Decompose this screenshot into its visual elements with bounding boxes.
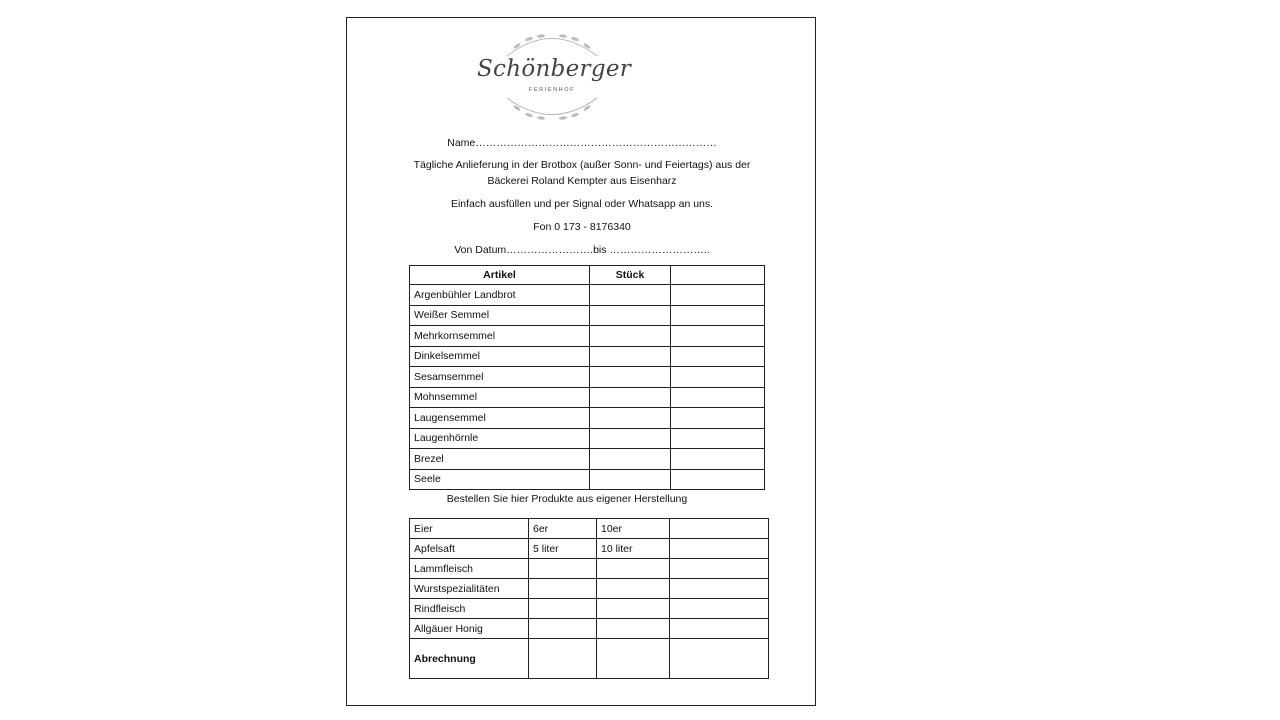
extra-cell[interactable] (671, 305, 765, 326)
article-name: Laugenhörnle (410, 428, 590, 449)
table-row (410, 408, 765, 429)
name-line: Name…………………………………………………………… (447, 137, 717, 149)
extra-cell[interactable] (671, 326, 765, 347)
total-row (410, 639, 769, 679)
table-row (410, 519, 769, 539)
option-2[interactable]: 10 liter (597, 539, 670, 559)
table-row (410, 449, 765, 470)
table-row (410, 285, 765, 306)
quantity-cell[interactable] (590, 387, 671, 408)
quantity-cell[interactable] (590, 305, 671, 326)
extra-cell[interactable] (671, 428, 765, 449)
extra-cell[interactable] (670, 599, 769, 619)
quantity-cell[interactable] (590, 469, 671, 490)
header-article: Artikel (410, 266, 590, 285)
table-row (410, 367, 765, 388)
table-row (410, 305, 765, 326)
article-name: Brezel (410, 449, 590, 470)
extra-cell[interactable] (671, 449, 765, 470)
product-name: Lammfleisch (410, 559, 529, 579)
header-quantity: Stück (590, 266, 671, 285)
option-1[interactable] (529, 559, 597, 579)
quantity-cell[interactable] (590, 285, 671, 306)
schoenberger-logo (477, 26, 632, 126)
instruction-text: Einfach ausfüllen und per Signal oder Whatsapp an uns. (450, 198, 714, 210)
option-1[interactable]: 5 liter (529, 539, 597, 559)
total-cell[interactable] (670, 639, 769, 679)
delivery-text-line-2: Bäckerei Roland Kempter aus Eisenharz (487, 175, 677, 187)
order-form-page (346, 17, 816, 706)
article-name: Dinkelsemmel (410, 346, 590, 367)
extra-cell[interactable] (670, 519, 769, 539)
option-2[interactable] (597, 579, 670, 599)
extra-cell[interactable] (670, 579, 769, 599)
article-name: Argenbühler Landbrot (410, 285, 590, 306)
product-name: Rindfleisch (410, 599, 529, 619)
header-empty (671, 266, 765, 285)
extra-cell[interactable] (670, 559, 769, 579)
table-row (410, 346, 765, 367)
option-2[interactable]: 10er (597, 519, 670, 539)
quantity-cell[interactable] (590, 449, 671, 470)
option-2[interactable] (597, 599, 670, 619)
article-name: Mehrkornsemmel (410, 326, 590, 347)
total-cell[interactable] (529, 639, 597, 679)
table-row (410, 469, 765, 490)
logo-subtitle: FERIENHOF (528, 87, 576, 93)
article-name: Mohnsemmel (410, 387, 590, 408)
quantity-cell[interactable] (590, 408, 671, 429)
extra-cell[interactable] (671, 469, 765, 490)
table-row (410, 619, 769, 639)
table-row (410, 539, 769, 559)
article-name: Laugensemmel (410, 408, 590, 429)
table-row (410, 599, 769, 619)
option-1[interactable] (529, 579, 597, 599)
table-header-row (410, 266, 765, 285)
extra-cell[interactable] (671, 367, 765, 388)
extra-cell[interactable] (671, 346, 765, 367)
quantity-cell[interactable] (590, 326, 671, 347)
date-range-line: Von Datum…………………….bis ……………………….. (454, 244, 710, 256)
extra-cell[interactable] (671, 408, 765, 429)
product-name: Eier (410, 519, 529, 539)
product-name: Allgäuer Honig (410, 619, 529, 639)
article-name: Weißer Semmel (410, 305, 590, 326)
table-row (410, 559, 769, 579)
extra-cell[interactable] (670, 619, 769, 639)
bread-order-table (409, 265, 765, 490)
quantity-cell[interactable] (590, 367, 671, 388)
total-cell[interactable] (597, 639, 670, 679)
delivery-text-line-1: Tägliche Anlieferung in der Brotbox (außer Sonn- und Feiertags) aus der (413, 159, 751, 171)
table-row (410, 387, 765, 408)
table-row (410, 428, 765, 449)
option-2[interactable] (597, 559, 670, 579)
option-1[interactable] (529, 599, 597, 619)
option-1[interactable] (529, 619, 597, 639)
own-products-heading: Bestellen Sie hier Produkte aus eigener Herstellung (446, 493, 688, 505)
article-name: Sesamsemmel (410, 367, 590, 388)
phone-number: Fon 0 173 - 8176340 (533, 221, 631, 233)
extra-cell[interactable] (671, 387, 765, 408)
own-products-table (409, 518, 769, 679)
product-name: Apfelsaft (410, 539, 529, 559)
extra-cell[interactable] (671, 285, 765, 306)
quantity-cell[interactable] (590, 346, 671, 367)
logo-name: Schönberger (477, 56, 632, 82)
article-name: Seele (410, 469, 590, 490)
total-label: Abrechnung (410, 639, 529, 679)
table-row (410, 579, 769, 599)
quantity-cell[interactable] (590, 428, 671, 449)
option-2[interactable] (597, 619, 670, 639)
option-1[interactable]: 6er (529, 519, 597, 539)
table-row (410, 326, 765, 347)
product-name: Wurstspezialitäten (410, 579, 529, 599)
extra-cell[interactable] (670, 539, 769, 559)
